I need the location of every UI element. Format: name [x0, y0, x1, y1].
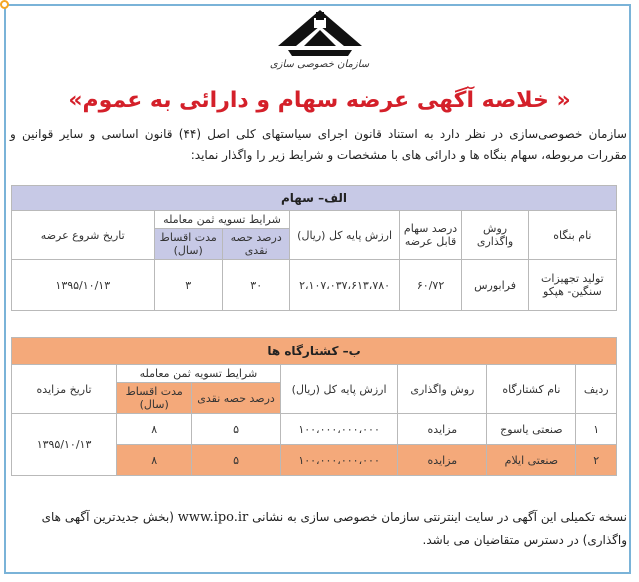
footer-text-after: (بخش جدیدترین آگهی های واگذاری) در دسترس متقاضیان می باشد.	[41, 510, 627, 547]
cell-method: فرابورس	[462, 260, 528, 311]
cell-name: صنعتی ایلام	[487, 445, 576, 476]
cell-cash-percent: ۵	[192, 445, 280, 476]
col-auction-date: تاریخ مزایده	[12, 365, 117, 414]
intro-paragraph: سازمان خصوصی‌سازی در نظر دارد به استناد قانون اجرای سیاستهای کلی اصل (۴۴) قانون اساسی و سایر قوانین و مقررات مربوطه، سهام بنگاه ها و دارائی های با مشخصات و شرایط زیر را واگذار نماید:	[10, 127, 627, 162]
cell-row-no: ۲	[576, 445, 617, 476]
col-start-date: تاریخ شروع عرضه	[12, 211, 155, 260]
col-cash-percent: درصد حصه نقدی	[192, 383, 280, 414]
col-row-no: ردیف	[576, 365, 617, 414]
col-installments: مدت اقساط (سال)	[154, 229, 222, 260]
cell-installments: ۸	[117, 445, 192, 476]
cell-name: صنعتی یاسوج	[487, 414, 576, 445]
logo-caption: سازمان خصوصی سازی	[269, 59, 370, 70]
col-installments: مدت اقساط (سال)	[117, 383, 192, 414]
cell-share-percent: ۶۰/۷۲	[399, 260, 462, 311]
cell-base-value: ۲،۱۰۷،۰۳۷،۶۱۳،۷۸۰	[290, 260, 399, 311]
col-share-percent: درصد سهام قابل عرضه	[399, 211, 462, 260]
cell-installments: ۸	[117, 414, 192, 445]
col-method: روش واگذاری	[462, 211, 528, 260]
col-settlement: شرایط تسویه ثمن معامله	[154, 211, 290, 229]
cell-company: تولید تجهیزات سنگین- هپکو	[528, 260, 616, 311]
footer-note	[10, 506, 627, 551]
table-row	[12, 260, 617, 311]
col-company: نام بنگاه	[528, 211, 616, 260]
cell-cash-percent: ۵	[192, 414, 280, 445]
shares-table-title: الف– سهام	[12, 186, 617, 211]
website-link[interactable]: www.ipo.ir	[177, 510, 249, 525]
table-row	[12, 414, 617, 445]
slaughterhouses-table-title: ب– کشتارگاه ها	[12, 338, 617, 365]
cell-method: مزایده	[398, 445, 487, 476]
col-settlement: شرایط تسویه ثمن معامله	[117, 365, 281, 383]
page-title: « خلاصه آگهی عرضه سهام و دارائی به عموم»	[68, 88, 571, 113]
cell-method: مزایده	[398, 414, 487, 445]
cell-auction-date: ۱۳۹۵/۱۰/۱۳	[12, 414, 117, 476]
slaughterhouses-table	[11, 337, 617, 476]
ipo-logo-icon	[274, 8, 366, 58]
shares-table	[11, 185, 617, 311]
cell-row-no: ۱	[576, 414, 617, 445]
col-name: نام کشتارگاه	[487, 365, 576, 414]
col-cash-percent: درصد حصه نقدی	[222, 229, 290, 260]
col-method: روش واگذاری	[398, 365, 487, 414]
cell-installments: ۳	[154, 260, 222, 311]
cell-base-value: ۱۰۰،۰۰۰،۰۰۰،۰۰۰	[280, 414, 398, 445]
cell-start-date: ۱۳۹۵/۱۰/۱۳	[12, 260, 155, 311]
col-base-value: ارزش پایه کل (ریال)	[280, 365, 398, 414]
footer-text-before: نسخه تکمیلی این آگهی در سایت اینترنتی سازمان خصوصی سازی به نشانی	[252, 510, 627, 524]
col-base-value: ارزش پایه کل (ریال)	[290, 211, 399, 260]
cell-base-value: ۱۰۰،۰۰۰،۰۰۰،۰۰۰	[280, 445, 398, 476]
organization-logo	[0, 8, 639, 70]
cell-cash-percent: ۳۰	[222, 260, 290, 311]
